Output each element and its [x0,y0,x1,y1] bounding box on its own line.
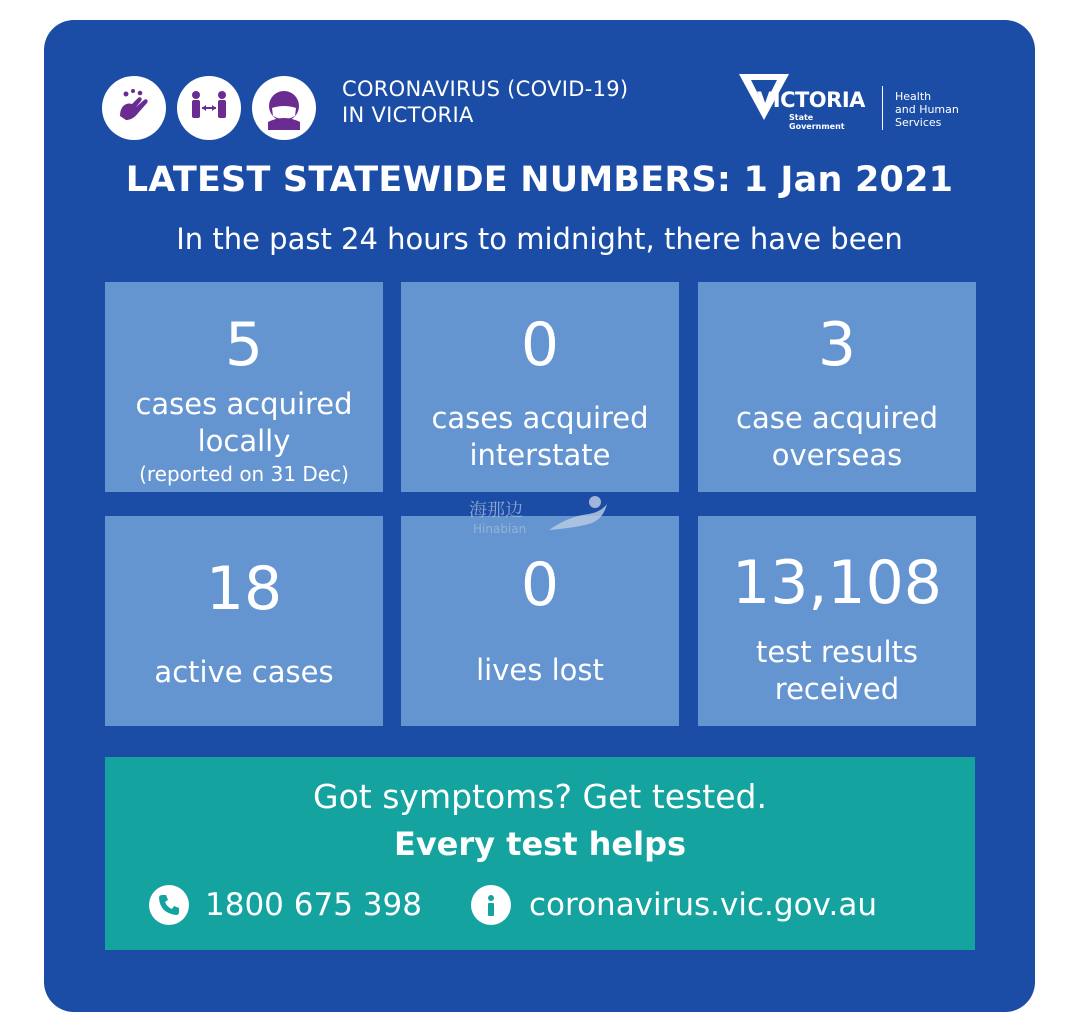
distancing-icon [177,76,241,140]
stat-label [401,400,679,474]
department-line2: and Human [895,103,959,116]
stat-label [401,652,679,689]
header [102,68,975,148]
stat-value: 0 [520,310,560,380]
stat-value: 13,108 [732,548,942,618]
stat-label [698,400,976,474]
stat-value: 5 [224,310,264,380]
page-title: LATEST STATEWIDE NUMBERS: 1 Jan 2021 [125,160,954,200]
stat-label-line: test results [755,635,919,669]
infographic-card [44,20,1035,1012]
banner-line1: Got symptoms? Get tested. [313,777,767,816]
stat-value: 3 [817,310,857,380]
stat-label [698,634,976,708]
logo-wordmark: VICTORIA [757,88,865,112]
stat-label-line: case acquired [736,401,938,435]
watermark-en: Hinabian [473,522,527,536]
logo-divider [882,86,883,130]
header-title-line1: CORONAVIRUS (COVID-19) [342,77,629,101]
watermark [469,492,629,552]
stat-label [105,654,383,691]
bird-logo-icon [545,494,611,536]
banner-line2: Every test helps [393,825,687,863]
stat-label-line: received [774,672,900,706]
department-line3: Services [895,116,942,129]
phone-icon [149,885,189,925]
department-name [895,90,975,129]
stat-label-line: lives lost [476,653,604,687]
stat-note: (reported on 31 Dec) [139,462,349,486]
logo-subtitle-line2: Government [789,122,845,131]
stat-tile-tests [698,516,976,726]
stat-value: 18 [205,554,283,624]
handwash-icon [102,76,166,140]
department-line1: Health [895,90,932,103]
watermark-cn: 海那边 [469,500,523,521]
stat-tile-active [105,516,383,726]
stat-label-line: cases acquired [135,387,353,421]
header-title [342,76,628,128]
logo-subtitle-line1: State [789,113,814,122]
page-subtitle: In the past 24 hours to midnight, there have been [176,222,903,256]
stat-label-line: cases acquired [431,401,649,435]
info-icon [471,885,511,925]
stat-tile-interstate [401,282,679,492]
stat-tile-overseas [698,282,976,492]
phone-number[interactable]: 1800 675 398 [205,887,422,923]
stat-tile-local [105,282,383,492]
stat-label-line: active cases [154,655,334,689]
testing-banner [105,757,975,950]
victoria-government-logo [737,68,867,138]
stat-label-line: overseas [771,438,903,472]
stat-label-line: locally [197,424,291,458]
website-link[interactable]: coronavirus.vic.gov.au [529,887,877,923]
face-mask-icon [252,76,316,140]
contact-row [105,879,975,929]
logo-subtitle [789,113,845,131]
header-title-line2: IN VICTORIA [342,103,474,127]
stat-value: 0 [520,550,560,620]
stat-label [105,386,383,460]
stat-label-line: interstate [469,438,611,472]
